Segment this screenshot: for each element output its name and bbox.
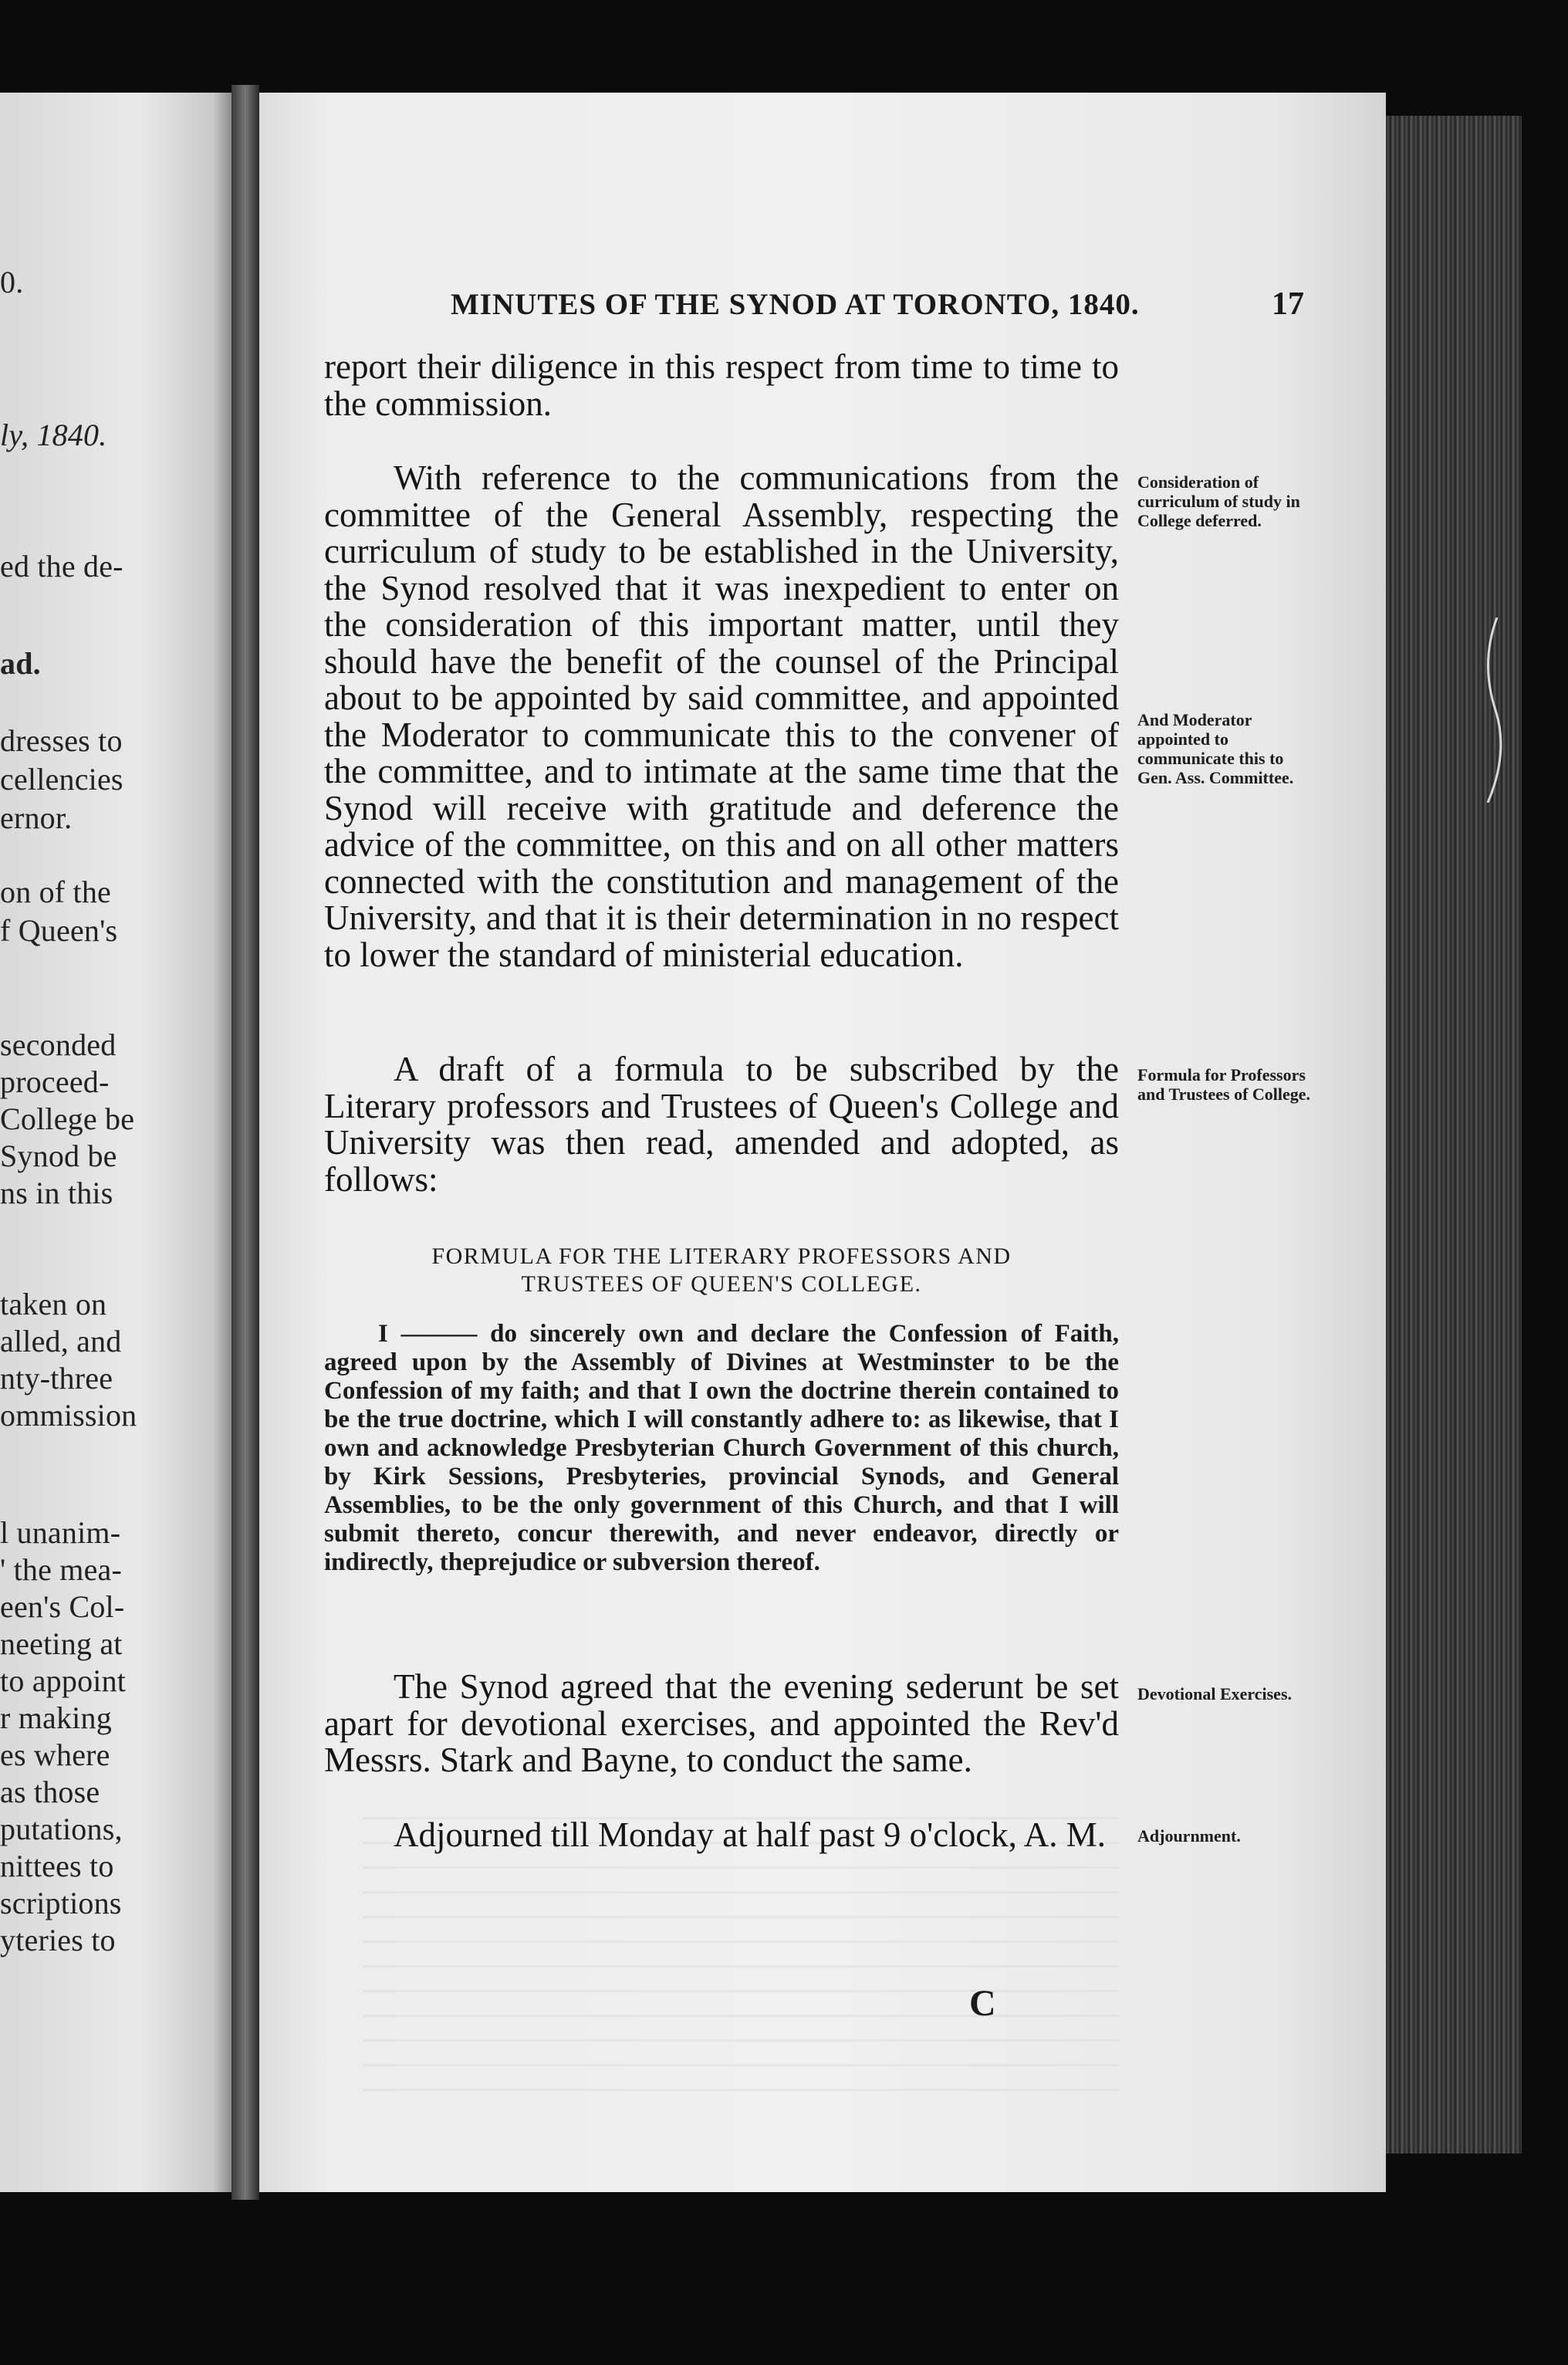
paragraph-adjournment: [324, 1817, 1119, 1854]
left-line: ommission: [0, 1398, 137, 1433]
paragraph-devotional: [324, 1669, 1119, 1779]
sidenote-devotional: Devotional Exercises.: [1137, 1684, 1293, 1704]
formula-text: I ——— do sincerely own and declare the Confession of Faith, agreed upon by the Assembly of Divines at Westminster to be the Confession of my faith; and that I own the doctrine therein contained to be the true doctrine, which I will constantly adhere to: as likewise, that I own and acknowledge Presbyterian Church Government of this church, by Kirk Sessions, Presbyteries, provincial Synods, and General Assemblies, to be the only government of this Church, and that I will submit thereto, concur therewith, and never endeavor, directly or indirectly, theprejudice or subversion thereof.: [324, 1320, 1119, 1576]
paragraph-text: A draft of a formula to be subscribed by the Literary professors and Trustees of Queen's College and University was then read, amended and adopted, as follows:: [324, 1050, 1119, 1199]
left-line: f Queen's: [0, 913, 118, 948]
paragraph-continuation: [324, 349, 1119, 422]
left-line: een's Col-: [0, 1589, 125, 1624]
left-line: College be: [0, 1101, 135, 1136]
left-line: putations,: [0, 1812, 123, 1846]
sidenote-adjournment: Adjournment.: [1137, 1826, 1241, 1846]
left-line: nty-three: [0, 1361, 113, 1396]
left-line: cellencies: [0, 762, 123, 797]
paragraph-text: The Synod agreed that the evening sederunt be set apart for devotional exercises, and appointed the Rev'd Messrs. Stark and Bayne, to conduct the same.: [324, 1667, 1119, 1779]
left-line: dresses to: [0, 723, 123, 758]
left-facing-page: [0, 93, 231, 2192]
left-line: Synod be: [0, 1139, 117, 1173]
book-gutter: [231, 85, 259, 2200]
left-line: scriptions: [0, 1886, 122, 1920]
left-line: ernor.: [0, 800, 73, 835]
page-number: 17: [1272, 286, 1304, 322]
left-line: seconded: [0, 1027, 117, 1062]
formula-title-line: FORMULA FOR THE LITERARY PROFESSORS AND: [431, 1243, 1012, 1269]
left-line: ns in this: [0, 1176, 113, 1210]
paragraph-text: report their diligence in this respect from time to time to the commission.: [324, 347, 1119, 423]
paragraph-text: Adjourned till Monday at half past 9 o'clock, A. M.: [394, 1815, 1106, 1854]
left-line: to appoint: [0, 1663, 127, 1698]
running-head: MINUTES OF THE SYNOD AT TORONTO, 1840.: [451, 288, 1140, 321]
sidenote-moderator: And Moderator appointed to communicate this to Gen. Ass. Committee.: [1137, 710, 1294, 787]
signature-mark: C: [969, 1983, 996, 2024]
left-line: proceed-: [0, 1064, 110, 1099]
left-line: taken on: [0, 1287, 107, 1321]
left-line: alled, and: [0, 1324, 122, 1358]
paragraph-formula-draft: [324, 1051, 1119, 1198]
left-line: as those: [0, 1775, 100, 1809]
scratch-mark: [1482, 617, 1505, 803]
left-line: r making: [0, 1700, 112, 1735]
left-line: ed the de-: [0, 549, 123, 584]
left-line: es where: [0, 1737, 110, 1772]
left-line: ly, 1840.: [0, 418, 107, 452]
formula-body: [324, 1320, 1119, 1577]
left-line: 0.: [0, 265, 24, 299]
formula-title-line: TRUSTEES OF QUEEN'S COLLEGE.: [521, 1271, 922, 1297]
left-line: l unanim-: [0, 1515, 121, 1550]
left-line: ' the mea-: [0, 1552, 123, 1587]
page-edges: [1386, 116, 1522, 2154]
paragraph-curriculum: [324, 460, 1119, 973]
paragraph-text: With reference to the communications from the committee of the General Assembly, respecting the curriculum of study to be established in the University, the Synod resolved that it was inexpedient to enter on the consideration of this important matter, until they should have the benefit of the counsel of the Principal about to be appointed by said committee, and appointed the Moderator to communicate this to the convener of the committee, and to intimate at the same time that the Synod will receive with gratitude and deference the advice of the committee, on this and on all other matters connected with the constitution and management of the University, and that it is their determination in no respect to lower the standard of ministerial education.: [324, 458, 1119, 974]
sidenote-curriculum: Consideration of curriculum of study in College deferred.: [1137, 472, 1300, 530]
formula-title: [324, 1243, 1119, 1298]
left-line: nittees to: [0, 1849, 114, 1883]
left-line: on of the: [0, 875, 111, 909]
left-line: ad.: [0, 646, 41, 681]
sidenote-formula: Formula for Professors and Trustees of College.: [1137, 1065, 1311, 1104]
left-line: neeting at: [0, 1626, 123, 1661]
left-line: yteries to: [0, 1923, 116, 1957]
